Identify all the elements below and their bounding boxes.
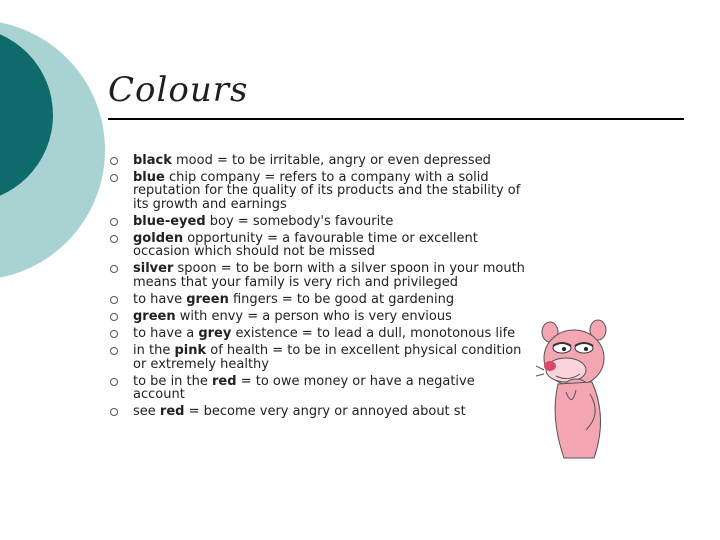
bullet-icon [110, 347, 118, 355]
item-text: mood = to be irritable, angry or even depressed [171, 153, 491, 168]
item-prefix: see [133, 404, 160, 420]
item-text: existence = to lead a dull, monotonous life [231, 326, 516, 342]
list-item [108, 215, 528, 228]
list-item [108, 344, 528, 370]
item-keyword: grey [198, 326, 232, 342]
title-divider [108, 118, 684, 120]
item-keyword: green [186, 291, 229, 307]
item-text: of health = to be in excellent physical condition or extremely healthy [133, 343, 522, 372]
list-item [108, 293, 528, 306]
list-item [108, 375, 528, 401]
item-keyword: black [133, 153, 172, 168]
item-text: spoon = to be born with a silver spoon in your mouth means that your family is very rich and privileged [133, 261, 525, 290]
item-text: opportunity = a favourable time or excellent occasion which should not be missed [133, 231, 478, 260]
slide-title: Colours [108, 70, 249, 110]
item-prefix: in the [133, 343, 175, 359]
item-text: boy = somebody's favourite [205, 213, 394, 229]
item-keyword: blue-eyed [133, 213, 206, 229]
idiom-list [108, 154, 528, 422]
item-keyword: silver [133, 261, 174, 277]
bullet-icon [110, 378, 118, 386]
bullet-icon [110, 408, 118, 416]
list-item [108, 327, 528, 340]
item-text: fingers = to be good at gardening [228, 291, 455, 307]
bullet-icon [110, 157, 118, 165]
item-text: chip company = refers to a company with a solid reputation for the quality of its products and the stability of its growth and earnings [133, 170, 521, 212]
list-item [108, 232, 528, 258]
bullet-icon [110, 313, 118, 321]
item-keyword: blue [133, 170, 165, 186]
item-keyword: pink [174, 343, 207, 359]
list-item [108, 405, 528, 418]
list-item [108, 154, 528, 167]
pink-panther-icon [536, 318, 616, 460]
list-item [108, 171, 528, 211]
bullet-icon [110, 174, 118, 182]
bullet-icon [110, 265, 118, 273]
item-keyword: red [159, 404, 185, 420]
bullet-icon [110, 218, 118, 226]
item-prefix: to have a [133, 326, 199, 342]
bullet-icon [110, 330, 118, 338]
item-text: = to owe money or have a negative account [133, 373, 475, 403]
item-prefix: to be in the [133, 373, 213, 389]
item-prefix: to have [133, 291, 187, 307]
list-item [108, 262, 528, 288]
list-item [108, 310, 528, 323]
item-keyword: green [133, 309, 176, 325]
item-keyword: golden [133, 231, 184, 247]
bullet-icon [110, 296, 118, 304]
item-text: = become very angry or annoyed about st [184, 404, 466, 420]
bullet-icon [110, 235, 118, 243]
item-keyword: red [212, 373, 237, 389]
item-text: with envy = a person who is very envious [175, 309, 452, 325]
